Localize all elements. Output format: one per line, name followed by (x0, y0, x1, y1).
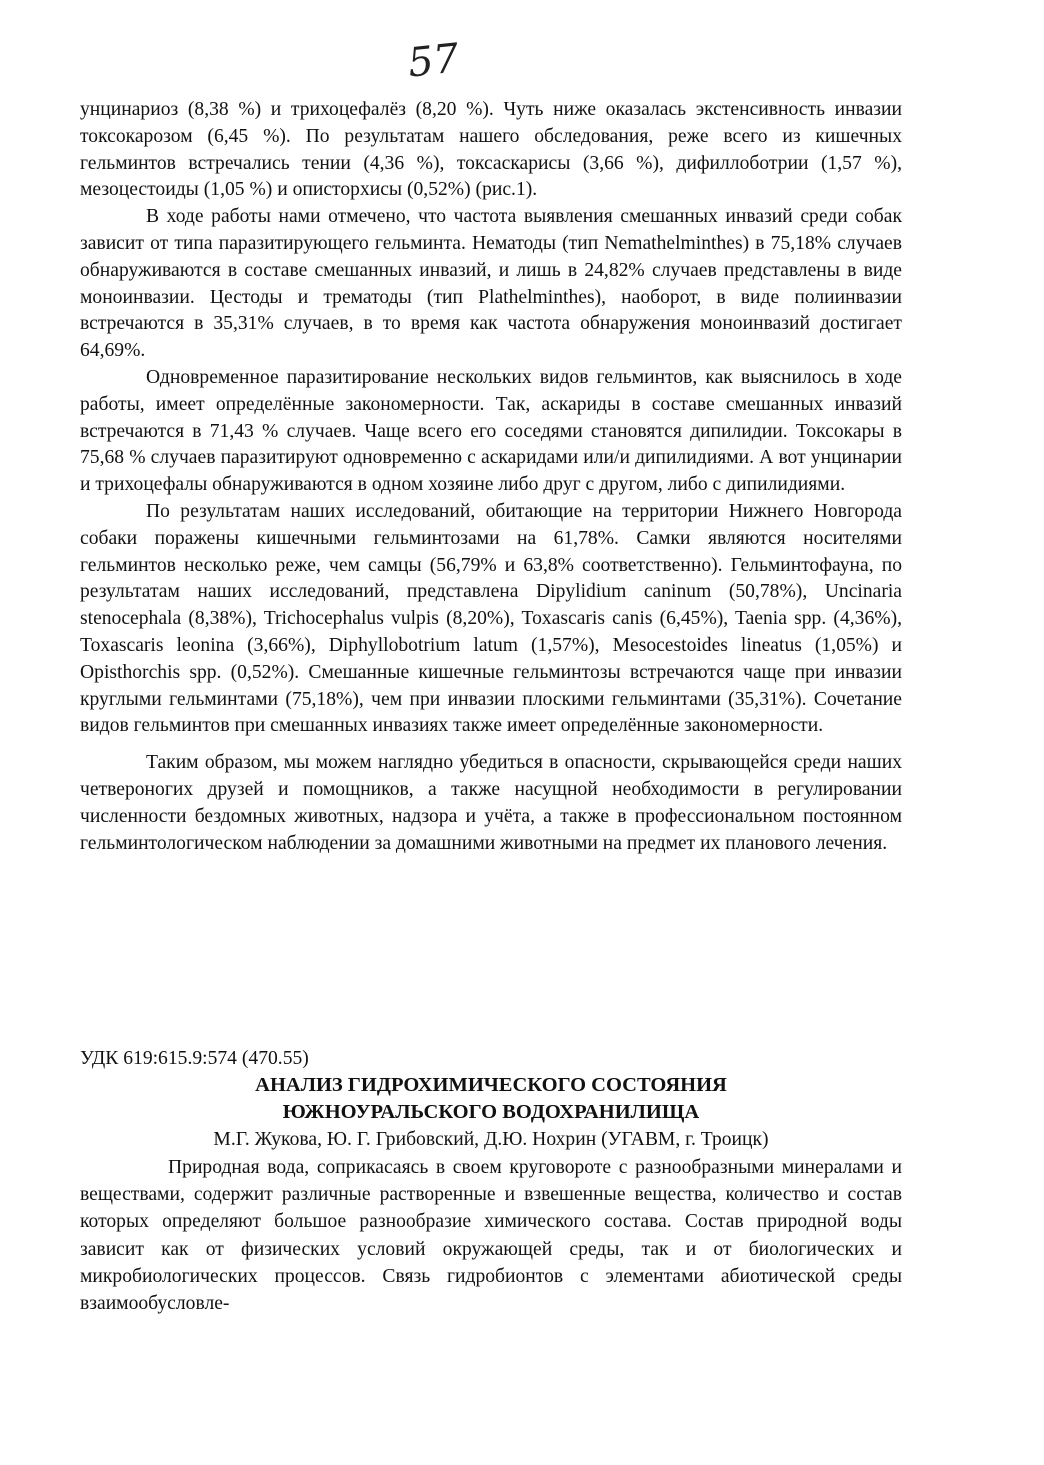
paragraph-co-parasitism: Одновременное паразитирование нескольких видов гельминтов, как выяснилось в ходе работы, имеет определённые закономерности. Так, аскариды в составе смешанных инвазий встречаются в 71,43 % случаев. Чаще всего его соседями становятся дипилидии. Токсокары в 75,68 % случаев паразитируют одновременно с аскаридами или/и дипилидиями. А вот унцинарии и трихоцефалы обнаруживаются в одном хозяине либо друг с другом, либо с дипилидиями. (80, 366, 902, 496)
udk-code: УДК 619:615.9:574 (470.55) (80, 1048, 309, 1069)
paragraph-results: По результатам наших исследований, обитающие на территории Нижнего Новгорода собаки поражены кишечными гельминтозами на 61,78%. Самки являются носителями гельминтов несколько реже, чем самцы (56,79% и 63,8% соответственно). Гельминтофауна, по результатам наших исследований, представлена Dipylidium caninum (50,78%), Uncinaria stenocephala (8,38%), Trichocephalus vulpis (8,20%), Toxascaris canis (6,45%), Taenia spp. (4,36%), Toxascaris leonina (3,66%), Diphyllobotrium latum (1,57%), Mesocestoides lineatus (1,05%) и Opisthorchis spp. (0,52%). Смешанные кишечные гельминтозы встречаются чаще при инвазии круглыми гельминтами (75,18%), чем при инвазии плоскими гельминтами (35,31%). Сочетание видов гельминтов при смешанных инвазиях также имеет определённые закономерности. (80, 500, 902, 737)
article-authors: М.Г. Жукова, Ю. Г. Грибовский, Д.Ю. Нохрин (УГАВМ, г. Троицк) (213, 1129, 769, 1150)
article-intro-paragraph: Природная вода, соприкасаясь в своем круговороте с разнообразными минералами и веществами, содержит различные растворенные и взвешенные вещества, количество и состав которых определяют большое разнообразие химического состава. Состав природной воды зависит как от физических условий окружающей среды, так и от биологических и микробиологических процессов. Связь гидробионтов с элементами абиотической среды взаимообусловле- (80, 1157, 902, 1315)
article-title-line-2: ЮЖНОУРАЛЬСКОГО ВОДОХРАНИЛИЩА (282, 1101, 700, 1123)
page-number: 57 (405, 35, 462, 87)
article-title-line-1: АНАЛИЗ ГИДРОХИМИЧЕСКОГО СОСТОЯНИЯ (255, 1074, 727, 1096)
article-title (80, 1072, 902, 1126)
main-body-text (80, 97, 902, 857)
paragraph-conclusion: Таким образом, мы можем наглядно убедиться в опасности, скрывающейся среди наших четвероногих друзей и помощников, а также насущной необходимости в регулировании численности бездомных животных, надзора и учёта, а также в профессиональном постоянном гельминтологическом наблюдении за домашними животными на предмет их планового лечения. (80, 752, 902, 854)
paragraph-gap (80, 740, 902, 750)
paragraph-continuation: унцинариоз (8,38 %) и трихоцефалёз (8,20 %). Чуть ниже оказалась экстенсивность инвазии токсокарозом (6,45 %). По результатам нашего обследования, реже всего из кишечных гельминтов встречались тении (4,36 %), токсаскарисы (3,66 %), дифиллоботрии (1,57 %), мезоцестоиды (1,05 %) и описторхисы (0,52%) (рис.1). (80, 99, 902, 201)
paragraph-mixed-invasions: В ходе работы нами отмечено, что частота выявления смешанных инвазий среди собак зависит от типа паразитирующего гельминта. Нематоды (тип Nemathelminthes) в 75,18% случаев обнаруживаются в составе смешанных инвазий, и лишь в 24,82% случаев представлены в виде моноинвазии. Цестоды и трематоды (тип Plathelminthes), наоборот, в виде полиинвазии встречаются в 35,31% случаев, в то время как частота обнаружения моноинвазий достигает 64,69%. (80, 206, 902, 362)
